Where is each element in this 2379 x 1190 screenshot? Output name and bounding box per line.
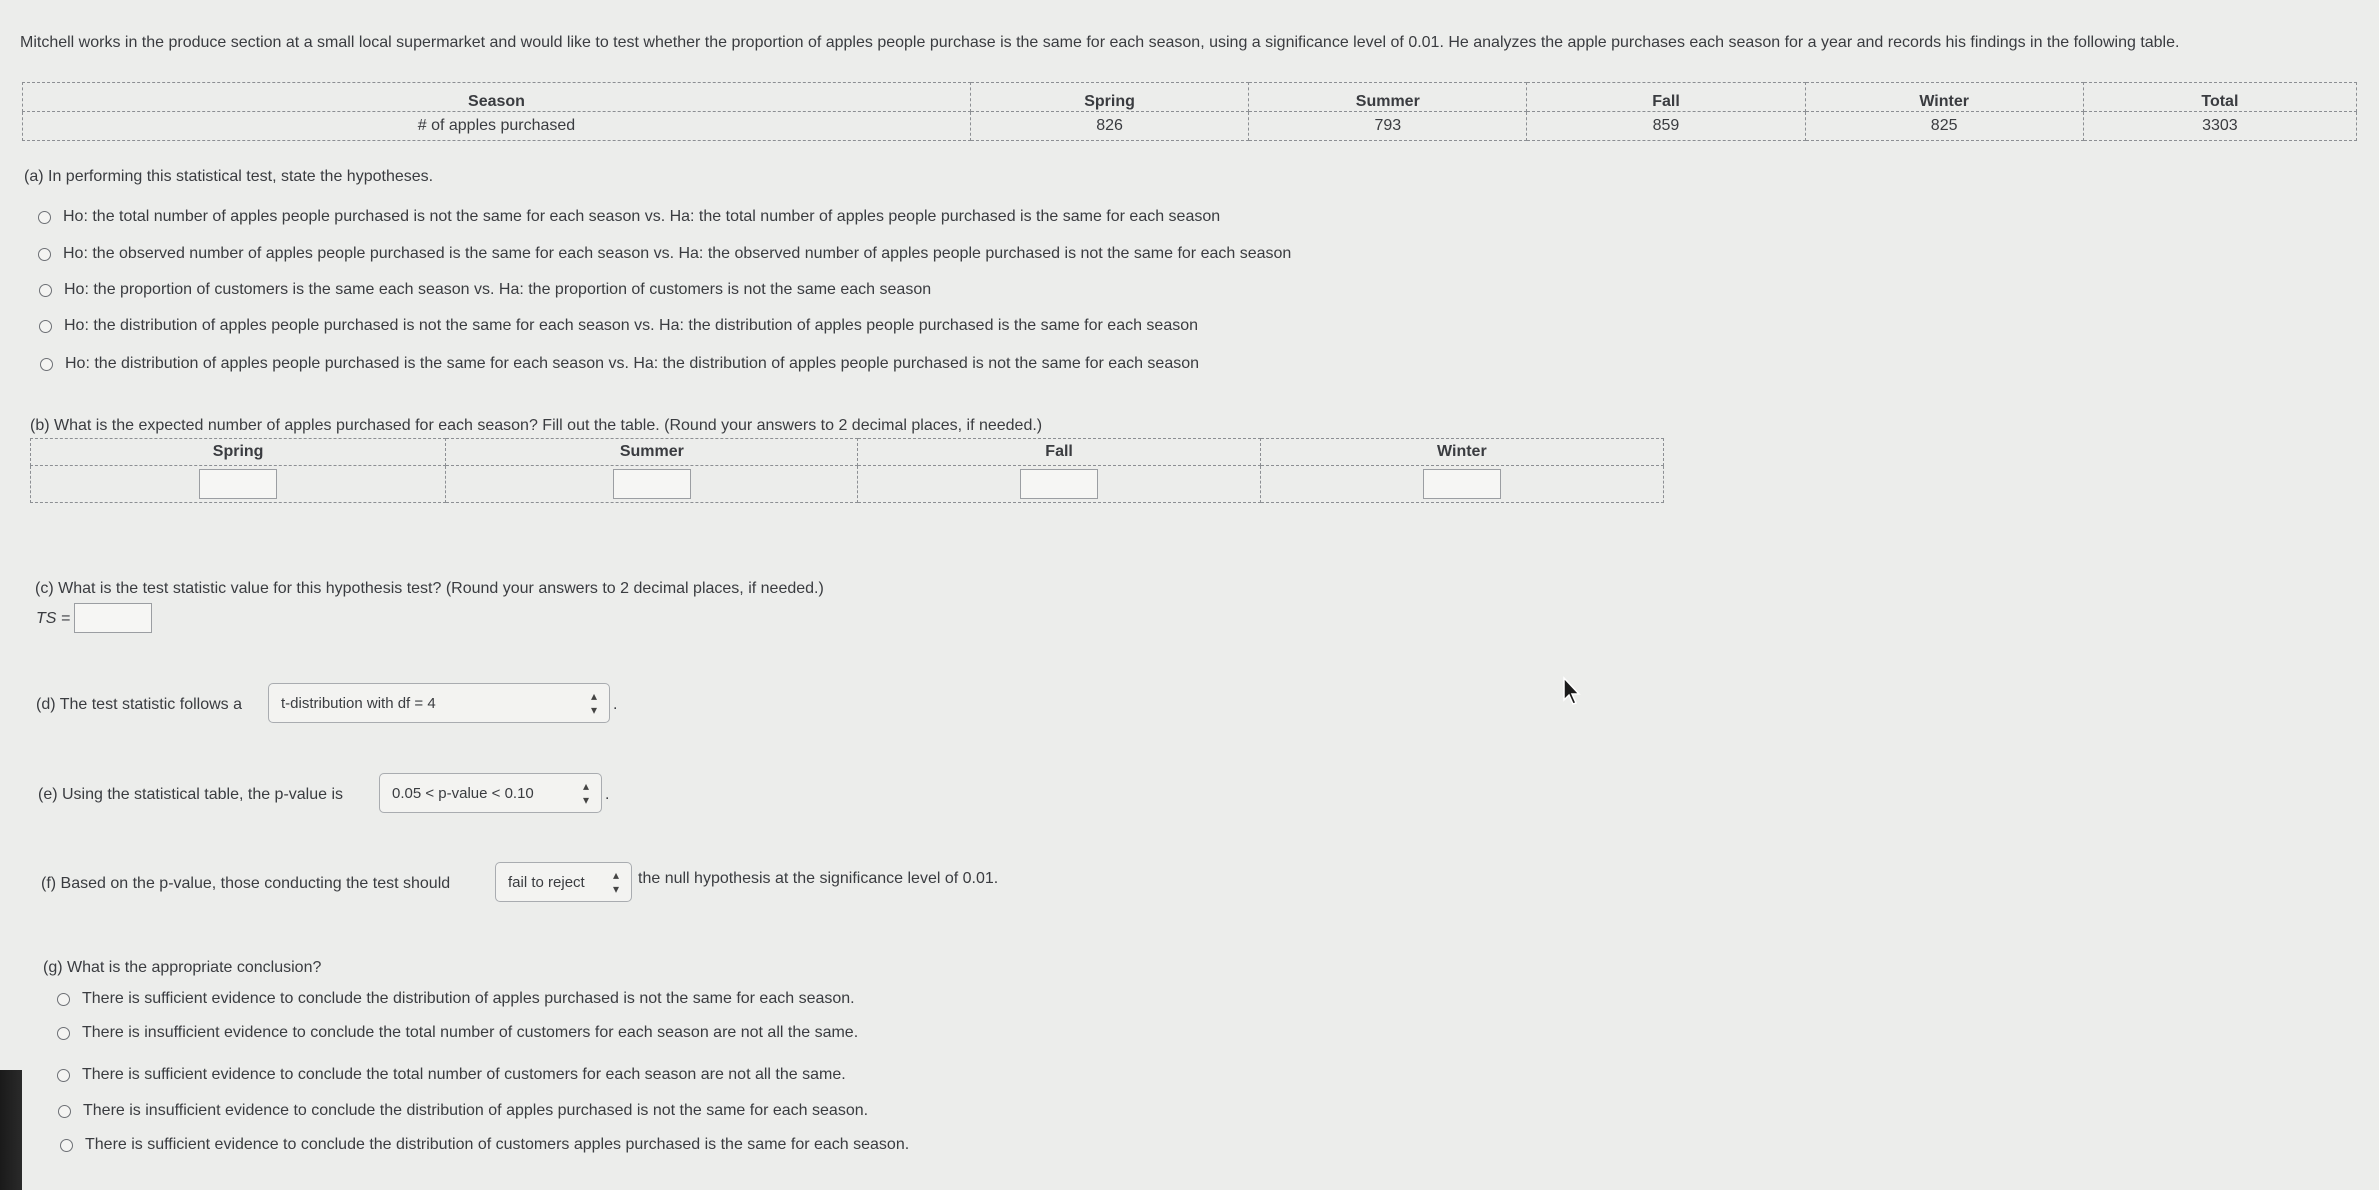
option-label: Ho: the total number of apples people purchased is not the same for each season vs. Ha: the total number of apples people purchased is the same for each season <box>63 208 1221 225</box>
col-total: Total <box>2083 83 2356 112</box>
part-g-option-2[interactable] <box>57 1024 858 1042</box>
table-cell: 859 <box>1527 112 1805 141</box>
p-value-select[interactable] <box>379 773 602 813</box>
option-label: Ho: the distribution of apples people purchased is the same for each season vs. Ha: the distribution of apples people purchased is not the same for each season <box>65 355 1200 372</box>
part-c-question: (c) What is the test statistic value for this hypothesis test? (Round your answers to 2 decimal places, if needed.) <box>35 580 824 597</box>
radio-button[interactable] <box>57 993 70 1006</box>
part-f-prefix: (f) Based on the p-value, those conducting the test should <box>41 875 451 892</box>
table-cell: 3303 <box>2083 112 2356 141</box>
updown-arrows-icon: ▴ ▾ <box>612 868 619 896</box>
apple-purchases-table <box>22 82 2357 141</box>
radio-button[interactable] <box>58 1105 71 1118</box>
part-e-suffix: . <box>605 786 610 803</box>
part-g-question: (g) What is the appropriate conclusion? <box>43 959 322 976</box>
part-a-option-1[interactable] <box>38 208 1220 226</box>
table-cell: 826 <box>970 112 1248 141</box>
part-a-option-4[interactable] <box>39 317 1198 335</box>
option-label: There is sufficient evidence to conclude the distribution of customers apples purchased is the same for each season. <box>85 1136 910 1153</box>
summer-expected-input[interactable] <box>613 469 691 499</box>
radio-button[interactable] <box>38 248 51 261</box>
col-summer: Summer <box>1249 83 1527 112</box>
mouse-pointer-icon <box>1562 676 1582 706</box>
part-b-question: (b) What is the expected number of apples purchased for each season? Fill out the table. (Round your answers to 2 decimal places, if needed.) <box>30 417 1043 434</box>
part-g-option-1[interactable] <box>57 990 855 1008</box>
part-g-option-5[interactable] <box>60 1136 909 1154</box>
spring-expected-input[interactable] <box>199 469 277 499</box>
exp-cell <box>31 466 446 503</box>
apples-row-header: # of apples purchased <box>23 112 971 141</box>
option-label: Ho: the observed number of apples people purchased is the same for each season vs. Ha: the observed number of apples people purchased is not the same for each season <box>63 245 1292 262</box>
radio-button[interactable] <box>38 211 51 224</box>
radio-button[interactable] <box>39 284 52 297</box>
problem-intro: Mitchell works in the produce section at a small local supermarket and would like to test whether the proportion of apples people purchase is the same for each season, using a significance level of 0.01. He analyzes the apple purchases each season for a year and records his findings in the following table. <box>20 34 2180 51</box>
option-label: There is sufficient evidence to conclude the total number of customers for each season are not all the same. <box>82 1066 846 1083</box>
option-label: There is insufficient evidence to conclude the distribution of apples purchased is not the same for each season. <box>83 1102 869 1119</box>
part-f-suffix: the null hypothesis at the significance level of 0.01. <box>638 870 999 887</box>
edge-shadow <box>0 1070 22 1190</box>
col-spring: Spring <box>970 83 1248 112</box>
table-cell: 825 <box>1805 112 2083 141</box>
fall-expected-input[interactable] <box>1020 469 1098 499</box>
part-d-prefix: (d) The test statistic follows a <box>36 696 242 713</box>
radio-button[interactable] <box>39 320 52 333</box>
part-a-option-5[interactable] <box>40 355 1199 373</box>
distribution-select[interactable] <box>268 683 610 723</box>
exp-cell <box>446 466 858 503</box>
select-value: 0.05 < p-value < 0.10 <box>392 784 534 802</box>
winter-expected-input[interactable] <box>1423 469 1501 499</box>
part-g-option-3[interactable] <box>57 1066 846 1084</box>
decision-select[interactable] <box>495 862 632 902</box>
table-cell: 793 <box>1249 112 1527 141</box>
season-header: Season <box>23 83 971 112</box>
exp-col-summer: Summer <box>446 439 858 466</box>
select-value: t-distribution with df = 4 <box>281 694 436 712</box>
exp-col-fall: Fall <box>858 439 1260 466</box>
test-statistic-input[interactable] <box>74 603 152 633</box>
radio-button[interactable] <box>40 358 53 371</box>
ts-label: TS = <box>36 610 71 627</box>
part-a-question: (a) In performing this statistical test, state the hypotheses. <box>24 168 434 185</box>
option-label: There is sufficient evidence to conclude the distribution of apples purchased is not the same for each season. <box>82 990 855 1007</box>
updown-arrows-icon: ▴ ▾ <box>590 689 597 717</box>
part-e-prefix: (e) Using the statistical table, the p-value is <box>38 786 344 803</box>
part-a-option-3[interactable] <box>39 281 931 299</box>
col-winter: Winter <box>1805 83 2083 112</box>
option-label: Ho: the distribution of apples people purchased is not the same for each season vs. Ha: the distribution of apples people purchased is the same for each season <box>64 317 1199 334</box>
exp-cell <box>858 466 1260 503</box>
col-fall: Fall <box>1527 83 1805 112</box>
exp-col-winter: Winter <box>1260 439 1663 466</box>
option-label: Ho: the proportion of customers is the same each season vs. Ha: the proportion of customers is not the same each season <box>64 281 932 298</box>
part-a-option-2[interactable] <box>38 245 1291 263</box>
select-value: fail to reject <box>508 873 585 891</box>
radio-button[interactable] <box>57 1069 70 1082</box>
expected-values-table <box>30 438 1664 503</box>
exp-col-spring: Spring <box>31 439 446 466</box>
radio-button[interactable] <box>60 1139 73 1152</box>
part-g-option-4[interactable] <box>58 1102 868 1120</box>
part-d-suffix: . <box>613 696 618 713</box>
updown-arrows-icon: ▴ ▾ <box>582 779 589 807</box>
exp-cell <box>1260 466 1663 503</box>
option-label: There is insufficient evidence to conclude the total number of customers for each season are not all the same. <box>82 1024 859 1041</box>
radio-button[interactable] <box>57 1027 70 1040</box>
